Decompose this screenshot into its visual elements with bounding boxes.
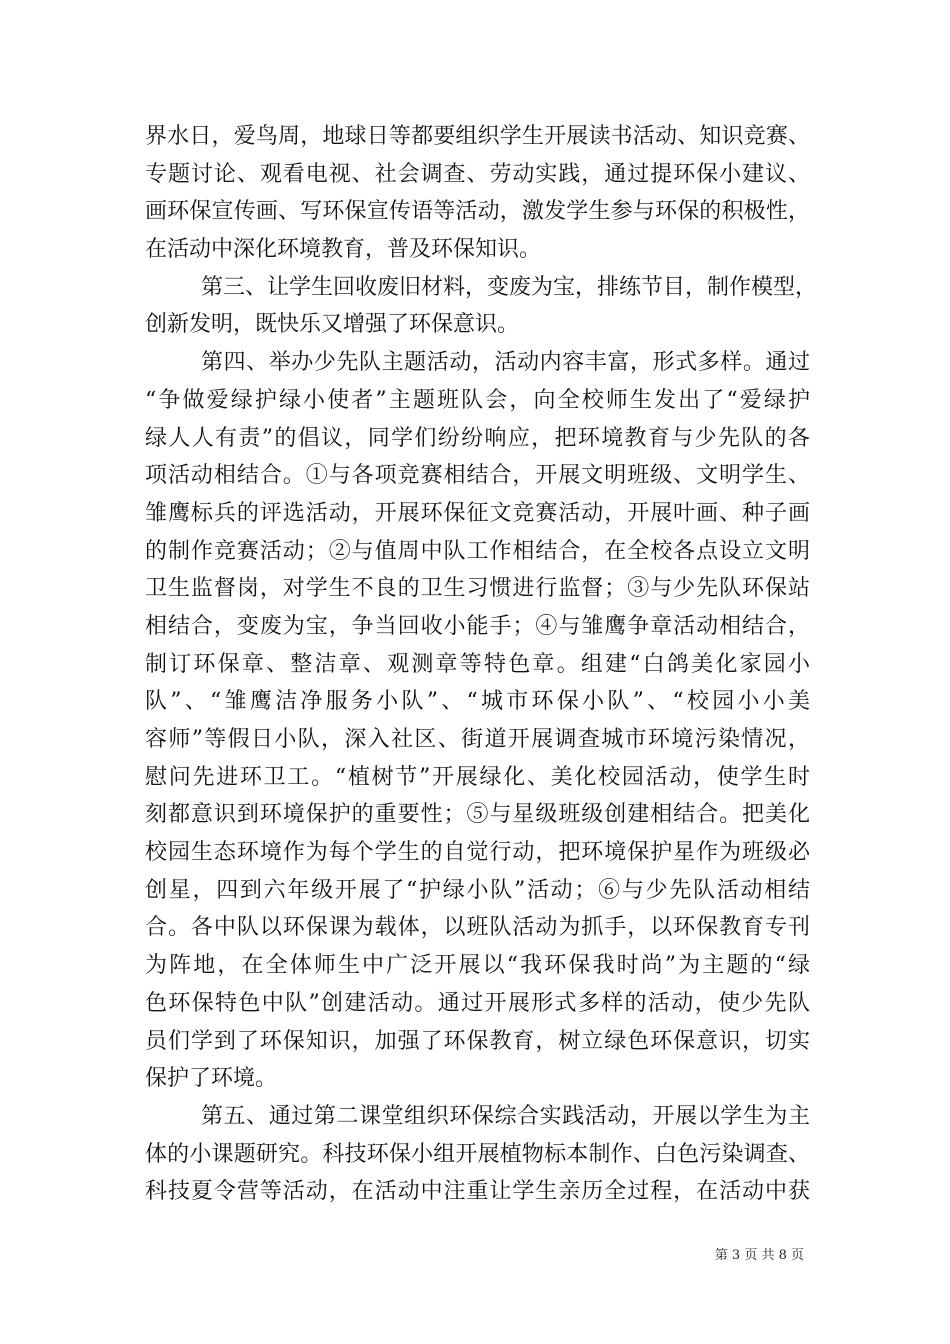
text-line: 为阵地，在全体师生中广泛开展以“我环保我时尚”为主题的“绿 <box>145 953 810 979</box>
text-line: 画环保宣传画、写环保宣传语等活动，激发学生参与环保的积极性， <box>145 199 810 225</box>
text-line: 体的小课题研究。科技环保小组开展植物标本制作、白色污染调查、 <box>145 1141 810 1167</box>
text-line: 色环保特色中队”创建活动。通过开展形式多样的活动，使少先队 <box>145 990 810 1016</box>
text-line: 第三、让学生回收废旧材料，变废为宝，排练节目，制作模型， <box>201 274 818 300</box>
paragraph <box>145 1098 810 1211</box>
text-line: 创新发明，既快乐又增强了环保意识。 <box>145 312 520 338</box>
text-line: 慰问先进环卫工。“植树节”开展绿化、美化校园活动，使学生时 <box>145 764 810 790</box>
text-line: 科技夏令营等活动，在活动中注重让学生亲历全过程，在活动中获 <box>145 1179 810 1205</box>
text-line: 队”、“雏鹰洁净服务小队”、“城市环保小队”、“校园小小美 <box>145 689 810 715</box>
text-line: 校园生态环境作为每个学生的自觉行动，把环境保护星作为班级必 <box>145 840 810 866</box>
text-line: 界水日，爱鸟周，地球日等都要组织学生开展读书活动、知识竞赛、 <box>145 124 810 149</box>
paragraph <box>145 344 810 1098</box>
text-line: “争做爱绿护绿小使者”主题班队会，向全校师生发出了“爱绿护 <box>145 387 810 413</box>
text-line: 容师”等假日小队，深入社区、街道开展调查城市环境污染情况， <box>145 727 810 752</box>
text-line: 卫生监督岗，对学生不良的卫生习惯进行监督；③与少先队环保站 <box>145 576 810 602</box>
text-line: 相结合，变废为宝，争当回收小能手；④与雏鹰争章活动相结合， <box>145 613 810 639</box>
text-line: 合。各中队以环保课为载体，以班队活动为抓手，以环保教育专刊 <box>145 915 810 941</box>
text-line: 第四、举办少先队主题活动，活动内容丰富，形式多样。通过 <box>201 350 810 376</box>
text-line: 专题讨论、观看电视、社会调查、劳动实践，通过提环保小建议、 <box>145 161 810 187</box>
text-line: 绿人人有责”的倡议，同学们纷纷响应，把环境教育与少先队的各 <box>145 425 810 451</box>
paragraph <box>145 118 810 269</box>
paragraph <box>145 269 818 344</box>
text-line: 员们学到了环保知识，加强了环保教育，树立绿色环保意识，切实 <box>145 1028 810 1054</box>
text-line: 创星，四到六年级开展了“护绿小队”活动；⑥与少先队活动相结 <box>145 877 810 903</box>
text-line: 第五、通过第二课堂组织环保综合实践活动，开展以学生为主 <box>201 1103 810 1129</box>
text-line: 雏鹰标兵的评选活动，开展环保征文竞赛活动，开展叶画、种子画 <box>145 500 810 526</box>
text-line: 保护了环境。 <box>145 1066 278 1092</box>
text-line: 在活动中深化环境教育，普及环保知识。 <box>145 237 542 263</box>
text-line: 的制作竞赛活动；②与值周中队工作相结合，在全校各点设立文明 <box>145 538 810 564</box>
text-line: 项活动相结合。①与各项竞赛相结合，开展文明班级、文明学生、 <box>145 463 810 489</box>
text-line: 刻都意识到环境保护的重要性；⑤与星级班级创建相结合。把美化 <box>145 802 810 828</box>
page-number-footer: 第 3 页 共 8 页 <box>714 1248 804 1263</box>
text-line: 制订环保章、整洁章、观测章等特色章。组建“白鸽美化家园小 <box>145 651 810 677</box>
body-text <box>145 118 818 1211</box>
